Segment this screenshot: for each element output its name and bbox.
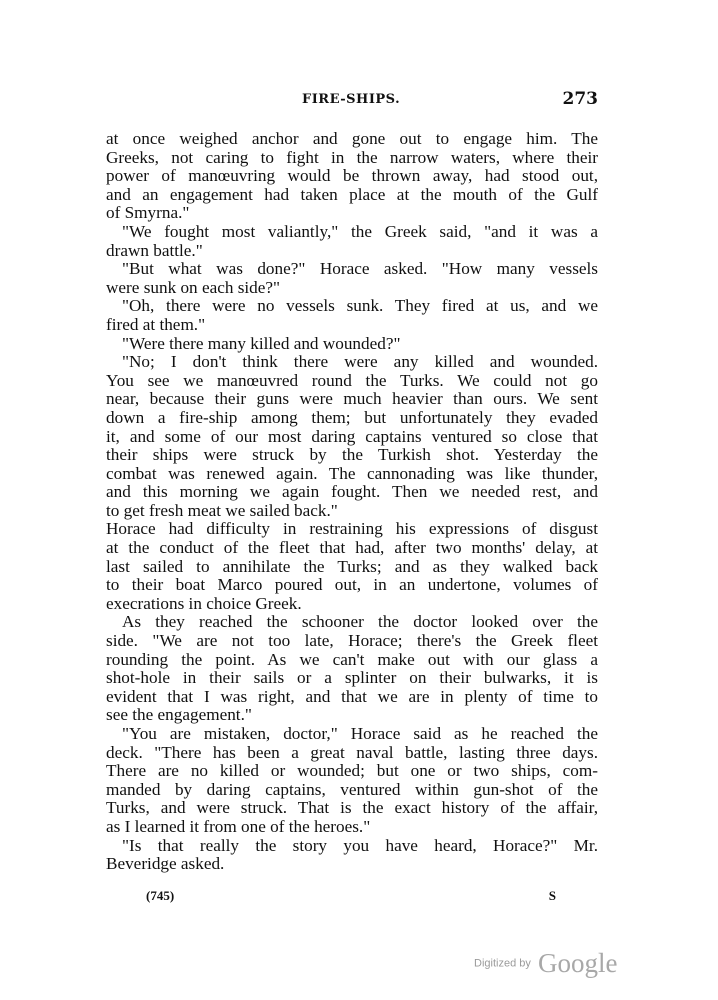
page-footer [146,888,556,908]
running-head: FIRE-SHIPS. [302,92,401,107]
text-line: shot-hole in their sails or a splinter on their bulwarks, it is [106,668,598,688]
text-line: of Smyrna." [106,203,190,223]
text-line: manded by daring captains, ventured within gun-shot of the [106,779,598,799]
page-header [106,89,598,112]
text-line: "But what was done?" Horace asked. "How many vessels [122,259,598,279]
text-line: fired at them." [106,314,206,334]
text-line: Greeks, not caring to fight in the narrow waters, where their [106,147,598,167]
text-line: at once weighed anchor and gone out to engage him. The [106,129,598,148]
text-line: as I learned it from one of the heroes." [106,816,371,836]
text-line: and an engagement had taken place at the mouth of the Gulf [106,184,598,204]
text-line: "Oh, there were no vessels sunk. They fired at us, and we [122,296,598,316]
text-line: "Is that really the story you have heard, Horace?" Mr. [122,835,598,855]
text-line: to their boat Marco poured out, in an undertone, volumes of [106,575,598,595]
text-line: down a fire-ship among them; but unfortunately they evaded [106,407,598,427]
text-line: There are no killed or wounded; but one or two ships, com- [106,761,598,781]
text-line: deck. "There has been a great naval battle, lasting three days. [106,742,598,762]
text-line: their ships were struck by the Turkish shot. Yesterday the [106,445,598,465]
text-line: You see we manœuvred round the Turks. We could not go [106,370,598,390]
text-line: Turks, and were struck. That is the exact history of the affair, [106,798,598,818]
watermark-prefix: Digitized by [474,957,531,970]
text-line: "We fought most valiantly," the Greek said, "and it was a [122,221,598,241]
text-line: see the engagement." [106,705,252,725]
text-line: and this morning we again fought. Then we needed rest, and [106,482,598,502]
google-logo: Google [537,948,618,978]
text-line: "You are mistaken, doctor," Horace said as he reached the [122,724,598,743]
digitized-watermark [474,948,617,979]
text-line: power of manœuvring would be thrown away, had stood out, [106,166,598,186]
text-line: evident that I was right, and that we are in plenty of time to [106,686,598,706]
signature-mark: (745) [146,888,175,903]
text-line: Horace had difficulty in restraining his expressions of disgust [106,519,598,539]
text-line: side. "We are not too late, Horace; there's the Greek fleet [106,631,598,651]
text-line: "No; I don't think there were any killed and wounded. [122,352,598,372]
text-line: "Were there many killed and wounded?" [122,333,401,353]
text-line: As they reached the schooner the doctor looked over the [122,612,598,632]
text-line: combat was renewed again. The cannonading was like thunder, [106,463,598,483]
text-line: it, and some of our most daring captains ventured so close that [106,426,598,446]
text-line: drawn battle." [106,240,203,260]
text-line: to get fresh meat we sailed back." [106,500,338,520]
text-line: rounding the point. As we can't make out with our glass a [106,649,598,669]
text-line: Beveridge asked. [106,854,225,874]
text-line: at the conduct of the fleet that had, after two months' delay, at [106,538,598,558]
text-line: near, because their guns were much heavier than ours. We sent [106,389,598,409]
sheet-letter: S [548,888,556,903]
text-line: execrations in choice Greek. [106,593,302,613]
body-text [106,130,598,874]
text-line: last sailed to annihilate the Turks; and as they walked back [106,556,598,576]
text-line: were sunk on each side?" [106,277,281,297]
page-number: 273 [562,89,598,109]
